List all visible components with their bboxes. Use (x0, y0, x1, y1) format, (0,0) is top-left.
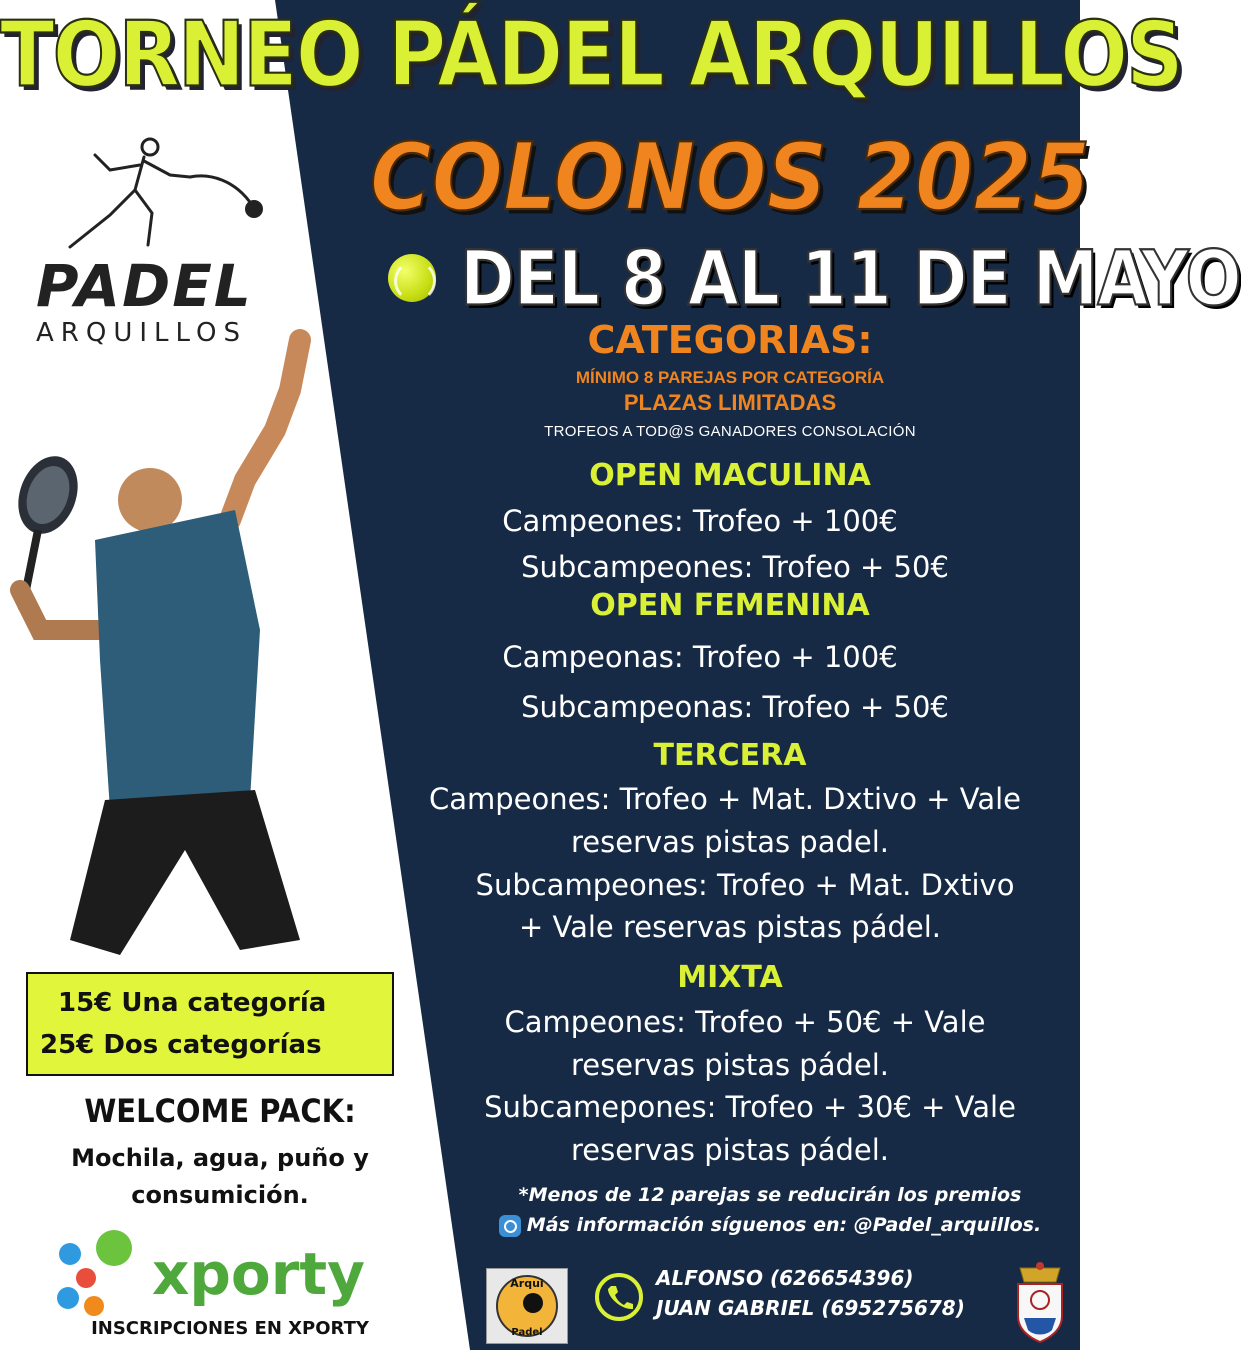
town-crest-icon (1012, 1258, 1068, 1344)
price-one-category: 15€ Una categoría (58, 988, 327, 1018)
minimum-pairs-note: MÍNIMO 8 PAREJAS POR CATEGORÍA (575, 368, 885, 387)
club-logo-emblem-icon (487, 1269, 567, 1343)
pricing-box (26, 972, 394, 1076)
player-photo (0, 330, 320, 970)
welcome-pack-line1: Mochila, agua, puño y (71, 1144, 369, 1172)
tournament-dates: DEL 8 AL 11 DE MAYO (460, 234, 1241, 323)
section-open-femenina-title: OPEN FEMENINA (590, 588, 870, 623)
mixta-runners-up-line2: reservas pistas pádel. (570, 1133, 889, 1167)
welcome-pack-contents (20, 1140, 420, 1214)
logo-subtitle: ARQUILLOS (36, 318, 248, 348)
mixta-runners-up-line1: Subcamepones: Trofeo + 30€ + Vale (484, 1090, 1016, 1124)
tennis-ball-icon (388, 254, 436, 302)
tournament-subtitle: COLONOS 2025 (370, 123, 1091, 231)
xporty-wordmark: xporty (152, 1240, 365, 1308)
welcome-pack-title: WELCOME PACK: (84, 1092, 356, 1130)
tercera-champions-line1: Campeones: Trofeo + Mat. Dxtivo + Vale (428, 782, 1021, 816)
price-two-categories: 25€ Dos categorías (40, 1030, 322, 1060)
info-text: Más información síguenos en: @Padel_arquillos. (526, 1214, 1042, 1236)
reduction-note: *Menos de 12 parejas se reducirán los premios (518, 1184, 1022, 1206)
padel-player-logo-icon (40, 135, 270, 265)
tercera-runners-up-line2: + Vale reservas pistas pádel. (518, 910, 941, 944)
club-logo (486, 1268, 568, 1344)
mixta-champions-line2: reservas pistas pádel. (570, 1048, 889, 1082)
limited-places-note: PLAZAS LIMITADAS (623, 390, 837, 415)
open-femenina-champions: Campeonas: Trofeo + 100€ (502, 640, 898, 674)
trophies-note: TROFEOS A TOD@S GANADORES CONSOLACIÓN (544, 423, 916, 440)
info-line (470, 1214, 1070, 1237)
open-masculina-runners-up: Subcampeones: Trofeo + 50€ (521, 550, 949, 584)
open-femenina-runners-up: Subcampeonas: Trofeo + 50€ (521, 690, 949, 724)
section-tercera-title: TERCERA (653, 738, 807, 773)
welcome-pack-line2: consumición. (131, 1181, 309, 1209)
tercera-runners-up-line1: Subcampeones: Trofeo + Mat. Dxtivo (475, 868, 1015, 902)
section-mixta-title: MIXTA (677, 960, 783, 995)
tournament-title: TORNEO PÁDEL ARQUILLOS (0, 2, 1182, 107)
logo-wordmark: PADEL (36, 252, 253, 320)
categories-heading: CATEGORIAS: (587, 318, 873, 362)
phone-icon (594, 1272, 644, 1322)
tercera-champions-line2: reservas pistas padel. (570, 825, 889, 859)
contact-alfonso: ALFONSO (626654396) (656, 1266, 914, 1290)
registration-note: INSCRIPCIONES EN XPORTY (91, 1318, 369, 1339)
instagram-icon (499, 1215, 521, 1237)
contact-juan-gabriel: JUAN GABRIEL (695275678) (656, 1296, 965, 1320)
club-logo-top-text: Arqui (510, 1277, 544, 1290)
section-open-masculina-title: OPEN MACULINA (589, 458, 871, 493)
club-logo-bottom-text: Padel (511, 1327, 543, 1338)
mixta-champions-line1: Campeones: Trofeo + 50€ + Vale (504, 1005, 986, 1039)
open-masculina-champions: Campeones: Trofeo + 100€ (502, 504, 898, 538)
